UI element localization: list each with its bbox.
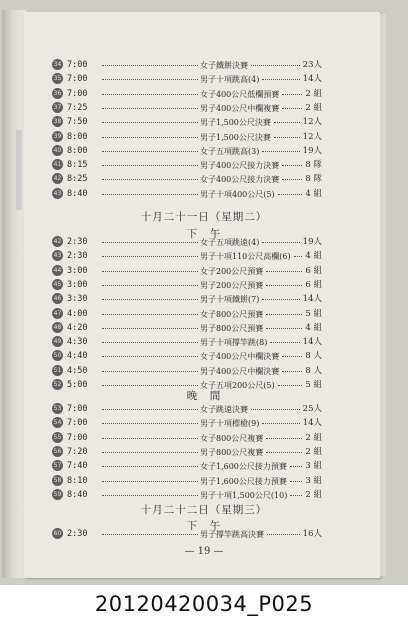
dot-leader	[102, 438, 198, 439]
afternoon-label: 下 午	[186, 520, 222, 532]
schedule-row	[52, 335, 322, 350]
event-name: 女子800公尺預賽	[200, 309, 264, 319]
event-name: 女子五項200公尺(5)	[200, 381, 275, 390]
page-number: — 19 —	[184, 546, 224, 557]
entry-count: 16人	[302, 529, 322, 539]
event-name: 男子400公尺中欄複賽	[200, 103, 280, 113]
dot-leader	[102, 314, 198, 315]
dot-leader	[102, 65, 198, 66]
schedule-row	[52, 130, 322, 145]
entry-count: 5 組	[305, 308, 322, 319]
event-number-badge: 53	[53, 405, 62, 412]
schedule-row	[52, 416, 322, 431]
entry-count: 3 組	[305, 461, 322, 472]
event-time: 7:00	[67, 432, 88, 443]
event-number-badge: 50	[53, 352, 62, 360]
event-name: 女子跳遠決賽	[200, 405, 248, 414]
entry-count: 12人	[302, 131, 322, 142]
event-name: 男子1,500公尺決賽	[200, 118, 271, 128]
event-number-badge: 43	[53, 189, 62, 197]
dot-leader	[102, 94, 198, 95]
dot-leader	[102, 137, 198, 138]
schedule-row	[52, 172, 322, 187]
event-time: 2:30	[67, 529, 88, 539]
entry-count: 8 隊	[305, 160, 322, 171]
entry-count: 4 組	[305, 188, 322, 199]
event-name: 男子十項撐竿跳(8)	[200, 338, 268, 348]
schedule-row	[52, 402, 322, 417]
event-name: 女子400公尺中欄決賽	[200, 352, 280, 362]
schedule-row	[52, 378, 322, 393]
event-time: 7:00	[67, 88, 88, 99]
event-number-badge: 56	[53, 447, 62, 455]
event-name: 男子十項400公尺(5)	[200, 189, 275, 199]
schedule-row	[52, 431, 322, 446]
event-number-badge: 55	[53, 433, 62, 441]
event-number-badge: 41	[53, 161, 62, 169]
event-name: 男子十項標槍(9)	[200, 419, 260, 429]
event-number-badge: 42	[53, 175, 62, 183]
dot-leader	[262, 242, 299, 243]
event-time: 4:30	[67, 337, 88, 348]
event-name: 男子200公尺預賽	[200, 280, 264, 290]
dot-leader	[102, 285, 198, 286]
event-time: 8:40	[67, 188, 88, 199]
event-time: 8:00	[67, 131, 88, 142]
dot-leader	[266, 438, 302, 439]
entry-count: 19人	[302, 145, 322, 156]
dot-leader	[290, 481, 302, 482]
dot-leader	[266, 328, 302, 329]
dot-leader	[102, 79, 198, 80]
entry-count: 19人	[302, 237, 322, 247]
schedule-row	[52, 488, 322, 503]
dot-leader	[282, 108, 302, 109]
schedule-row	[52, 445, 322, 460]
entry-count: 2 組	[305, 102, 322, 113]
dot-leader	[290, 466, 302, 467]
event-name: 男子800公尺複賽	[200, 447, 264, 457]
schedule-row	[52, 235, 322, 250]
event-number-badge: 48	[53, 323, 62, 331]
afternoon-label: 下 午	[186, 228, 222, 240]
event-time: 7:40	[67, 461, 88, 472]
entry-count: 4 組	[305, 322, 322, 333]
event-number-badge: 49	[53, 338, 62, 346]
entry-count: 5 組	[305, 380, 322, 390]
entry-count: 8 人	[305, 365, 322, 376]
dot-leader	[102, 534, 198, 535]
dot-leader	[266, 271, 302, 272]
dot-leader	[251, 409, 300, 410]
event-number-badge: 40	[53, 146, 62, 154]
event-time: 8:25	[67, 174, 88, 185]
dot-leader	[102, 299, 198, 300]
event-name: 男子400公尺中欄決賽	[200, 366, 280, 376]
schedule-row	[52, 72, 322, 87]
event-name: 男子十項1,500公尺(10)	[200, 490, 288, 500]
dot-leader	[102, 371, 198, 372]
event-number-badge: 60	[53, 530, 62, 537]
event-number-badge: 43	[53, 252, 62, 260]
dot-leader	[294, 256, 303, 257]
event-number-badge: 45	[53, 280, 62, 288]
event-time: 4:20	[67, 322, 88, 333]
entry-count: 2 組	[305, 446, 322, 457]
schedule-row	[52, 459, 322, 474]
event-time: 7:50	[67, 117, 88, 128]
dot-leader	[282, 165, 302, 166]
event-time: 7:20	[67, 446, 88, 457]
day-heading-oct-22: 十月二十二日（星期三）	[140, 504, 268, 516]
dot-leader	[262, 151, 299, 152]
dot-leader	[278, 385, 303, 386]
archive-caption: 20120420034_P025	[94, 592, 314, 616]
schedule-row	[52, 101, 322, 116]
dot-leader	[102, 481, 198, 482]
schedule-row	[52, 474, 322, 489]
event-name: 女子200公尺預賽	[200, 266, 264, 276]
dot-leader	[251, 65, 300, 66]
event-number-badge: 47	[53, 309, 62, 317]
dot-leader	[102, 328, 198, 329]
schedule-row	[52, 264, 322, 279]
dot-leader	[102, 194, 198, 195]
dot-leader	[102, 122, 198, 123]
event-number-badge: 58	[53, 476, 62, 484]
event-number-badge: 42	[53, 238, 62, 245]
event-name: 男子十項鐵餅(7)	[200, 295, 260, 305]
dot-leader	[102, 356, 198, 357]
entry-count: 8 人	[305, 351, 322, 362]
dot-leader	[278, 194, 303, 195]
event-name: 女子800公尺複賽	[200, 433, 264, 443]
event-number-badge: 44	[53, 266, 62, 274]
dot-leader	[102, 495, 198, 496]
dot-leader	[102, 108, 198, 109]
dot-leader	[102, 242, 198, 243]
entry-count: 4 組	[305, 251, 322, 262]
dot-leader	[274, 137, 300, 138]
entry-count: 2 組	[305, 489, 322, 500]
event-time: 8:15	[67, 160, 88, 171]
entry-count: 3 組	[305, 475, 322, 486]
schedule-row	[52, 364, 322, 379]
schedule-row	[52, 278, 322, 293]
dot-leader	[274, 122, 300, 123]
event-time: 8:10	[67, 475, 88, 486]
event-number-badge: 39	[53, 132, 62, 140]
dot-leader	[267, 534, 300, 535]
schedule-row	[52, 307, 322, 322]
dot-leader	[102, 151, 198, 152]
dot-leader	[266, 285, 302, 286]
evening-label: 晚 間	[186, 390, 222, 402]
entry-count: 14人	[302, 337, 322, 348]
schedule-row	[52, 158, 322, 173]
event-time: 4:40	[67, 351, 88, 362]
event-name: 女子五項跳遠(4)	[200, 238, 260, 247]
event-number-badge: 54	[53, 419, 62, 427]
event-time: 4:00	[67, 308, 88, 319]
entry-count: 2 組	[305, 88, 322, 99]
entry-count: 2 組	[305, 432, 322, 443]
event-number-badge: 37	[53, 103, 62, 111]
entry-count: 14人	[302, 74, 322, 85]
schedule-row	[52, 292, 322, 307]
schedule-row	[52, 115, 322, 130]
dot-leader	[102, 452, 198, 453]
dot-leader	[282, 356, 302, 357]
event-time: 7:00	[67, 418, 88, 429]
event-name: 女子400公尺接力決賽	[200, 175, 280, 185]
event-name: 男子800公尺預賽	[200, 323, 264, 333]
event-name: 男子400公尺接力決賽	[200, 161, 280, 171]
entry-count: 14人	[302, 294, 322, 305]
event-time: 3:00	[67, 265, 88, 276]
entry-count: 23人	[302, 60, 322, 70]
dot-leader	[266, 314, 302, 315]
event-time: 8:40	[67, 489, 88, 500]
dot-leader	[102, 409, 198, 410]
entry-count: 25人	[302, 404, 322, 414]
dot-leader	[290, 495, 302, 496]
schedule-row	[52, 87, 322, 102]
event-number-badge: 51	[53, 366, 62, 374]
schedule-row	[52, 187, 322, 202]
event-name: 女子五項跳高(3)	[200, 146, 260, 156]
event-time: 4:50	[67, 365, 88, 376]
schedule-row	[52, 249, 322, 264]
event-time: 3:30	[67, 294, 88, 305]
dot-leader	[102, 466, 198, 467]
dot-leader	[270, 342, 299, 343]
event-number-badge: 59	[53, 490, 62, 498]
dot-leader	[282, 94, 302, 95]
schedule-row	[52, 144, 322, 159]
dot-leader	[102, 165, 198, 166]
dot-leader	[266, 452, 302, 453]
event-name: 男子十項110公尺高欄(6)	[200, 252, 291, 262]
event-number-badge: 46	[53, 295, 62, 303]
event-name: 男子1,600公尺接力預賽	[200, 476, 287, 486]
event-name: 男子十項跳高(4)	[200, 75, 260, 85]
dot-leader	[102, 385, 198, 386]
event-number-badge: 57	[53, 462, 62, 470]
dot-leader	[262, 423, 299, 424]
dot-leader	[282, 179, 302, 180]
event-time: 2:30	[67, 251, 88, 262]
schedule-row	[52, 527, 322, 542]
event-number-badge: 36	[53, 89, 62, 97]
event-time: 2:30	[67, 237, 88, 247]
entry-count: 14人	[302, 418, 322, 429]
dot-leader	[262, 299, 299, 300]
day-heading-oct-21: 十月二十一日（星期二）	[140, 211, 268, 223]
event-time: 7:00	[67, 60, 88, 70]
event-number-badge: 52	[53, 381, 62, 388]
schedule-row	[52, 349, 322, 364]
event-time: 7:25	[67, 102, 88, 113]
event-number-badge: 35	[53, 75, 62, 83]
event-number-badge: 38	[53, 118, 62, 126]
dot-leader	[102, 179, 198, 180]
event-number-badge: 34	[53, 61, 62, 68]
event-time: 5:00	[67, 380, 88, 390]
schedule-row	[52, 58, 322, 73]
event-name: 男子1,500公尺決賽	[200, 132, 271, 142]
entry-count: 8 隊	[305, 174, 322, 185]
dot-leader	[282, 371, 302, 372]
event-time: 7:00	[67, 404, 88, 414]
event-name: 男子撐竿跳高決賽	[200, 530, 264, 539]
event-name: 女子1,600公尺接力預賽	[200, 462, 287, 472]
event-name: 女子鐵餅決賽	[200, 61, 248, 70]
dot-leader	[102, 342, 198, 343]
entry-count: 12人	[302, 117, 322, 128]
dot-leader	[102, 271, 198, 272]
entry-count: 6 組	[305, 279, 322, 290]
schedule-row	[52, 321, 322, 336]
dot-leader	[262, 79, 299, 80]
event-name: 女子400公尺低欄預賽	[200, 89, 280, 99]
event-time: 8:00	[67, 145, 88, 156]
event-time: 3:00	[67, 279, 88, 290]
dot-leader	[102, 423, 198, 424]
dot-leader	[102, 256, 198, 257]
entry-count: 6 組	[305, 265, 322, 276]
event-time: 7:00	[67, 74, 88, 85]
